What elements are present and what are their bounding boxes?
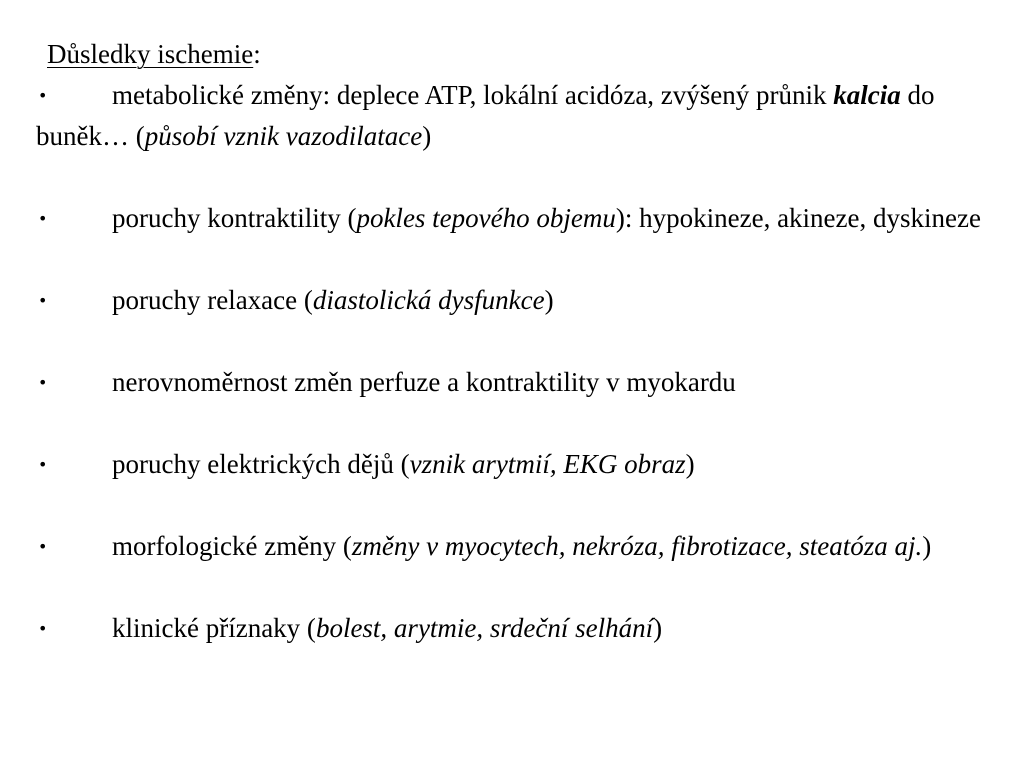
item-text: ) [653,613,663,643]
bullet-icon: • [38,455,48,474]
bullet-icon: • [38,86,48,105]
list-item-contractility [36,198,996,239]
list-item-morphology [36,526,996,567]
slide-heading [36,34,996,75]
list-item-metabolic-changes [36,75,996,157]
item-text: ) [685,449,695,479]
bullet-icon: • [38,619,48,638]
list-item-clinical-signs [36,608,996,649]
item-text: ) [922,531,932,561]
item-text: ) [422,121,432,151]
item-italic: diastolická dysfunkce [312,285,545,315]
list-item-relaxation [36,280,996,321]
item-text: poruchy relaxace ( [112,285,313,315]
item-italic: změny v myocytech, nekróza, fibrotizace, steatóza aj. [351,531,923,561]
item-italic: pokles tepového objemu [356,203,616,233]
heading-colon: : [253,39,261,69]
bullet-icon: • [38,291,48,310]
item-text: metabolické změny: deplece ATP, lokální acidóza, zvýšený průnik [112,80,834,110]
heading-text: Důsledky ischemie [47,39,254,69]
item-text: do buněk… ( [36,80,935,151]
list-item-electrical [36,444,996,485]
bullet-icon: • [38,537,48,556]
item-text: poruchy kontraktility ( [112,203,357,233]
bullet-icon: • [38,209,48,228]
bullet-icon: • [38,373,48,392]
item-emphasis: kalcia [833,80,901,110]
item-italic: působí vznik vazodilatace [144,121,423,151]
item-italic: vznik arytmií, EKG obraz [409,449,686,479]
slide-text-block [36,34,996,690]
item-text: nerovnoměrnost změn perfuze a kontraktility v myokardu [112,367,736,397]
item-text: poruchy elektrických dějů ( [112,449,410,479]
list-item-perfusion [36,362,996,403]
item-text: morfologické změny ( [112,531,352,561]
item-italic: bolest, arytmie, srdeční selhání [315,613,654,643]
item-text: klinické příznaky ( [112,613,316,643]
item-text: ): hypokineze, akineze, dyskineze [615,203,981,233]
item-text: ) [544,285,554,315]
